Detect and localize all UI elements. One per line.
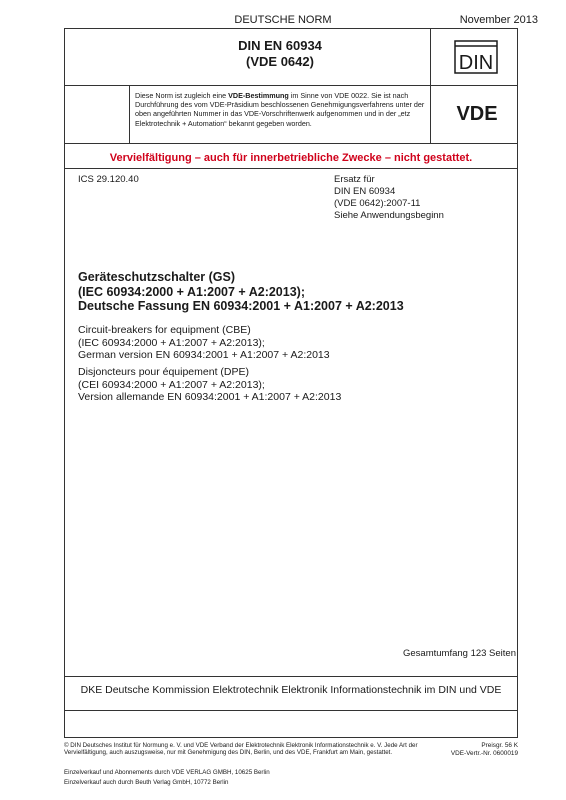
vde-logo	[446, 102, 508, 124]
price-group: Preisgr. 56 K	[481, 742, 518, 749]
publication-date: November 2013	[459, 14, 538, 26]
sales-line: Einzelverkauf auch durch Beuth Verlag GmbH, 10772 Berlin	[64, 779, 229, 786]
din-logo	[454, 40, 498, 74]
sales-line: Einzelverkauf und Abonnements durch VDE VERLAG GMBH, 10625 Berlin	[64, 769, 270, 776]
page-count: Gesamtumfang 123 Seiten	[402, 648, 516, 659]
vde-logo-text: VDE	[456, 103, 498, 124]
german-title-line: (IEC 60934:2000 + A1:2007 + A2:2013);	[78, 284, 305, 299]
ics-code: ICS 29.120.40	[78, 174, 139, 185]
vde-statement-prefix: Diese Norm ist zugleich eine	[135, 91, 229, 100]
divider	[64, 676, 518, 677]
replacement-line: DIN EN 60934	[334, 186, 396, 197]
sales-info	[64, 768, 434, 788]
vde-statement	[135, 91, 427, 128]
info-left-divider	[129, 86, 130, 144]
copy-warning: Vervielfältigung – auch für innerbetriebliche Zwecke – nicht gestattet.	[109, 152, 473, 164]
french-title-line: Disjoncteurs pour équipement (DPE)	[78, 366, 249, 378]
replacement-info	[334, 174, 444, 222]
french-title	[78, 366, 508, 404]
price-info	[451, 742, 518, 759]
replacement-line: (VDE 0642):2007-11	[334, 198, 421, 209]
copyright-notice: © DIN Deutsches Institut für Normung e. V. und VDE Verband der Elektrotechnik Elektronik Informationstechnik e. V. Jede Art der Vervielfältigung, auch auszugsweise, nur mit Genehmigung des DIN, Berlin, und des VDE, Frankfurt am Main, gestattet.	[64, 742, 418, 757]
french-title-line: (CEI 60934:2000 + A1:2007 + A2:2013);	[78, 378, 265, 391]
french-title-line: Version allemande EN 60934:2001 + A1:2007 + A2:2013	[78, 391, 342, 403]
english-title-line: Circuit-breakers for equipment (CBE)	[78, 324, 251, 336]
vde-contract-number: VDE-Vertr.-Nr. 0600019	[450, 750, 518, 758]
divider	[64, 168, 518, 169]
norm-type-label: DEUTSCHE NORM	[234, 14, 332, 26]
dke-commission: DKE Deutsche Kommission Elektrotechnik Elektronik Informationstechnik im DIN und VDE	[80, 684, 502, 696]
english-title-line: (IEC 60934:2000 + A1:2007 + A2:2013);	[78, 336, 265, 349]
vde-statement-bold: VDE-Bestimmung	[228, 91, 289, 100]
english-title-line: German version EN 60934:2001 + A1:2007 + A2:2013	[78, 349, 330, 361]
german-title-line: Deutsche Fassung EN 60934:2001 + A1:2007 + A2:2013	[78, 299, 404, 313]
replacement-line: Siehe Anwendungsbeginn	[334, 210, 444, 221]
logo-divider	[430, 28, 431, 144]
replacement-line: Ersatz für	[334, 174, 375, 185]
divider	[64, 710, 518, 711]
standard-number: DIN EN 60934	[238, 38, 322, 53]
english-title	[78, 324, 508, 362]
german-title	[78, 270, 508, 314]
din-logo-text: DIN	[458, 52, 494, 74]
vde-statement-rest: im Sinne von VDE 0022. Sie ist nach Durchführung des vom VDE-Präsidium beschlossenen Genehmigungsverfahrens unter der oben angeführten Nummer in das VDE-Vorschriftenwerk aufgenommen und in der „etz Elektrotechnik + Automation“ bekannt gegeben worden.	[135, 91, 425, 128]
vde-number: (VDE 0642)	[246, 54, 314, 69]
german-title-line: Geräteschutzschalter (GS)	[78, 270, 235, 284]
